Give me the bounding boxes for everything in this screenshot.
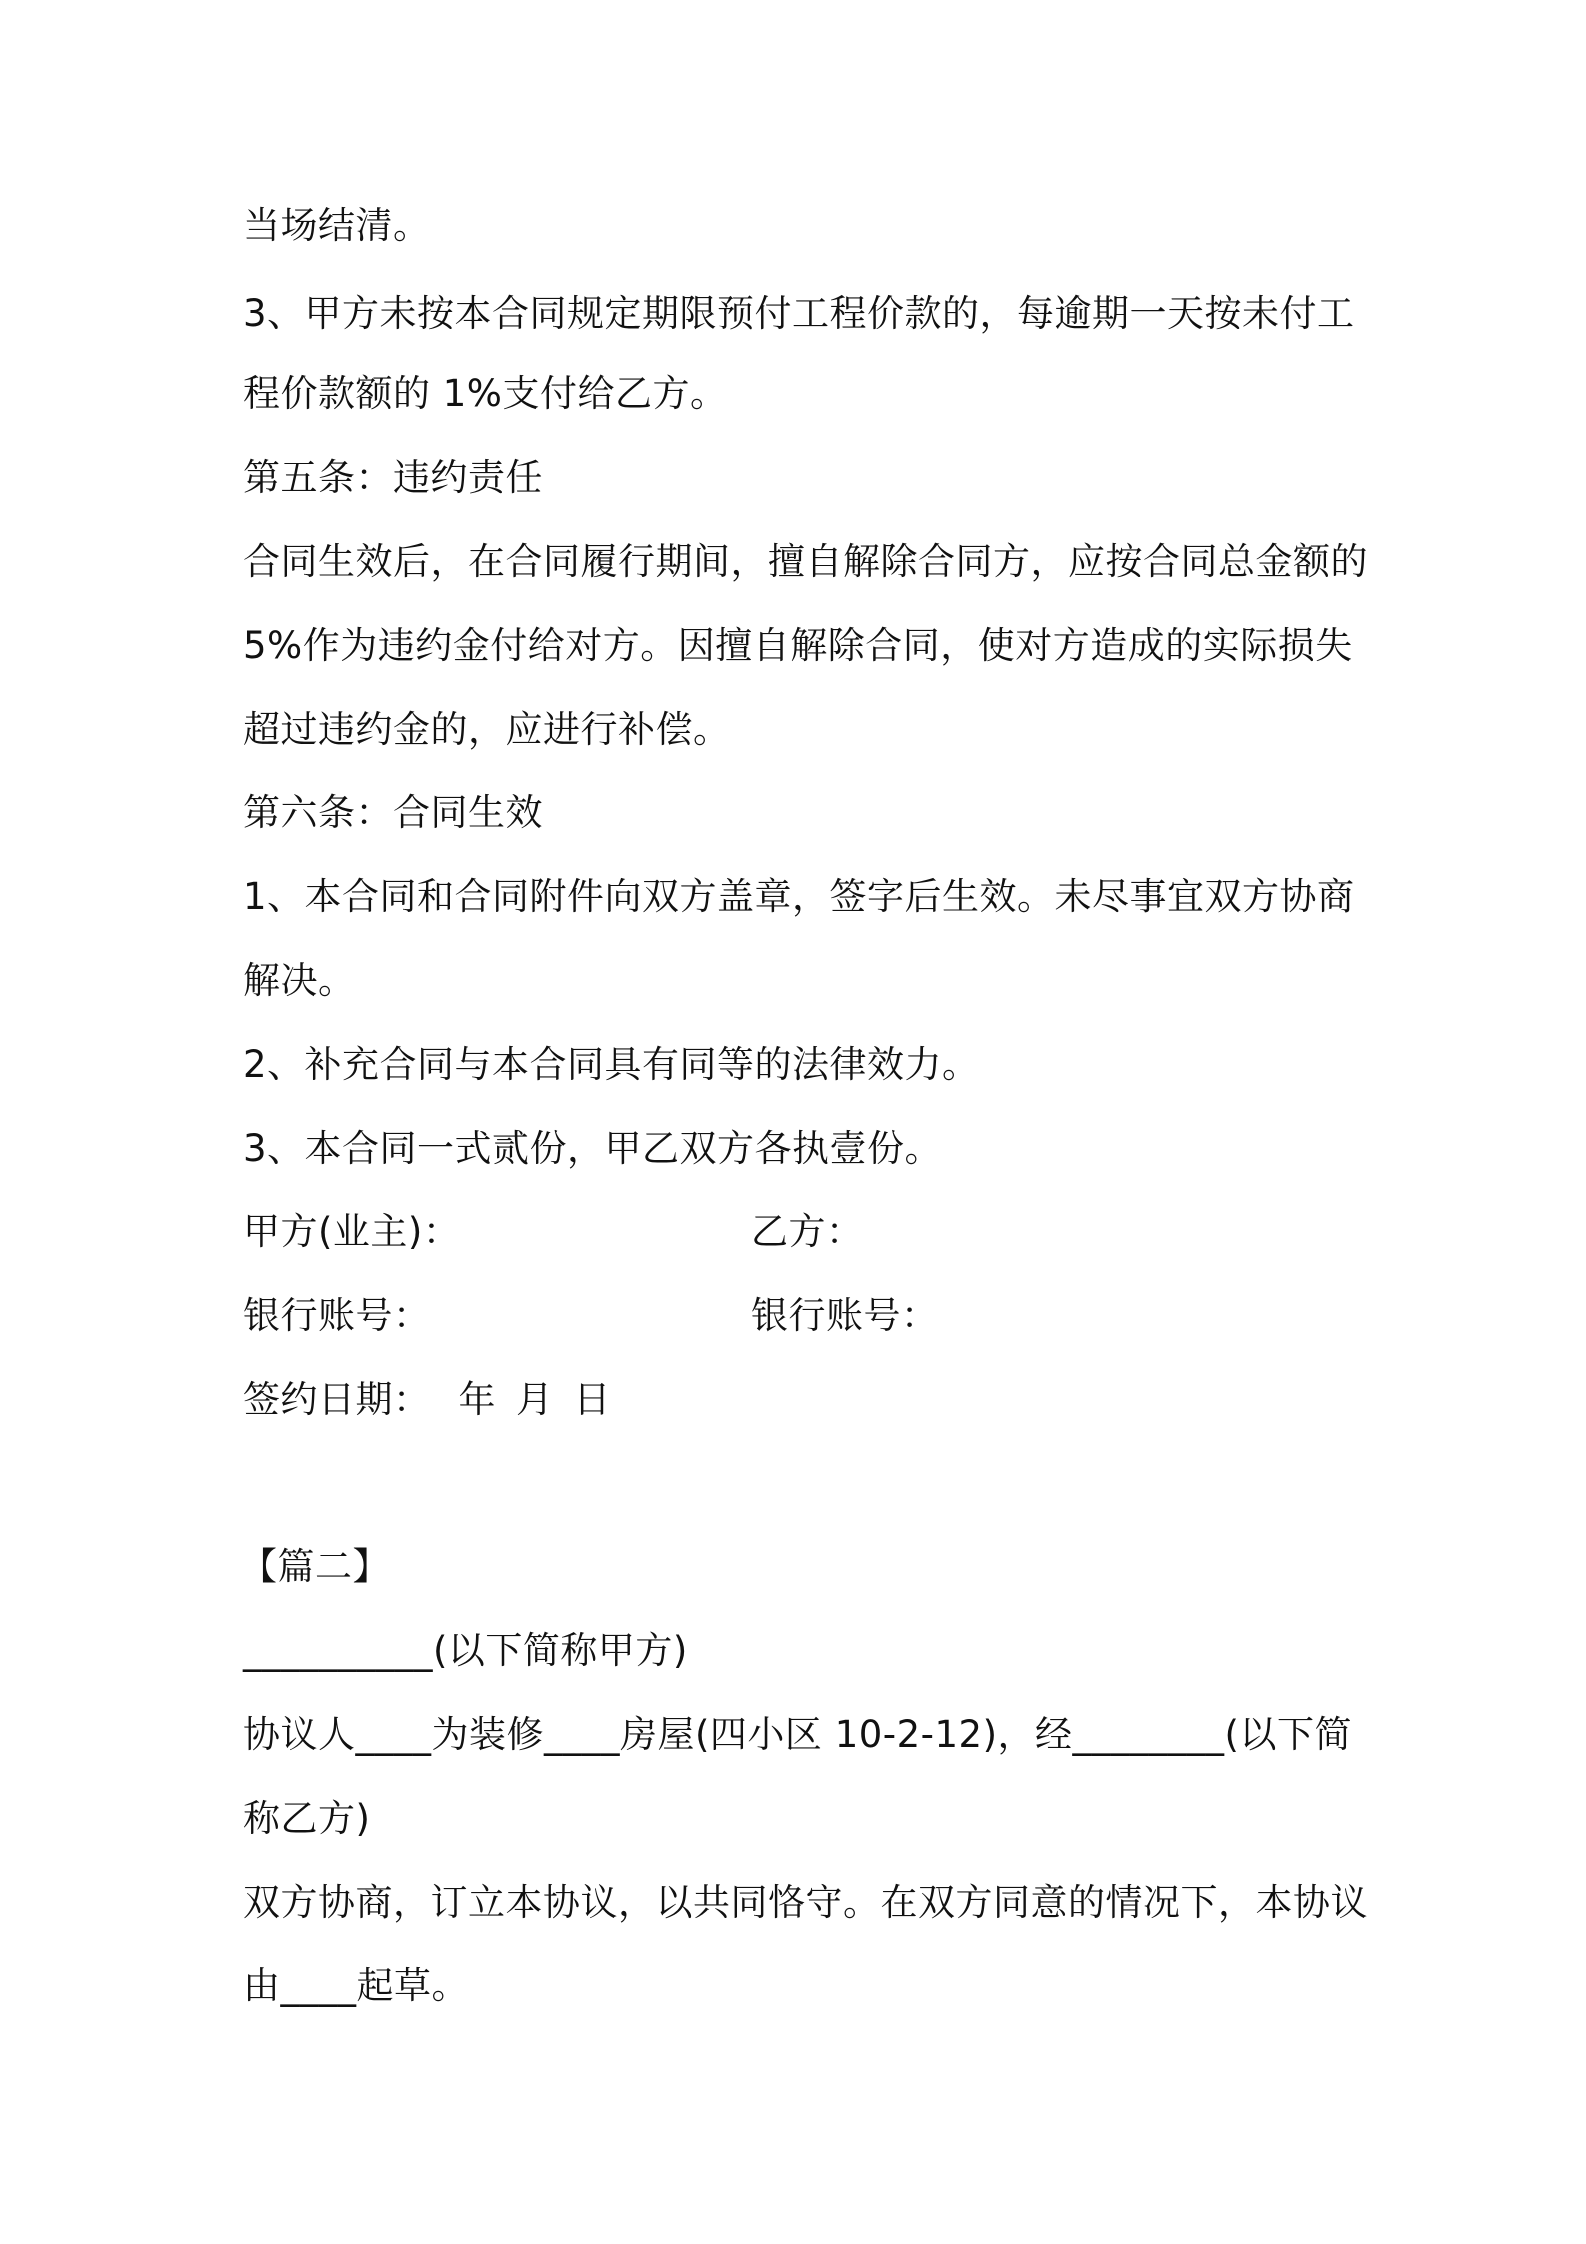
sign-date-label: 签约日期： (243, 1378, 431, 1421)
section-heading: 【篇二】 (240, 1545, 390, 1588)
paragraph-line: 解决。 (243, 959, 356, 1002)
bank-account-b-label: 银行账号： (751, 1294, 939, 1337)
paragraph-line: 5%作为违约金付给对方。因擅自解除合同，使对方造成的实际损失 (243, 624, 1353, 667)
party-b-label: 乙方： (751, 1210, 864, 1253)
paragraph-line: 合同生效后，在合同履行期间，擅自解除合同方，应按合同总金额的 (243, 540, 1368, 583)
paragraph-line: 3、本合同一式贰份，甲乙双方各执壹份。 (243, 1127, 943, 1170)
paragraph-line: 1、本合同和合同附件向双方盖章，签字后生效。未尽事宜双方协商 (243, 875, 1355, 918)
bank-account-a-label: 银行账号： (243, 1294, 431, 1337)
article-heading: 第六条：合同生效 (243, 791, 543, 834)
paragraph-line: 双方协商，订立本协议，以共同恪守。在双方同意的情况下，本协议 (243, 1881, 1368, 1924)
paragraph-line: 2、补充合同与本合同具有同等的法律效力。 (243, 1043, 980, 1086)
signature-row-party (243, 1208, 460, 1256)
paragraph-line: 当场结清。 (243, 204, 431, 247)
year-label: 年 (458, 1378, 496, 1421)
paragraph-line: 程价款额的 1%支付给乙方。 (243, 372, 728, 415)
paragraph-line: 3、甲方未按本合同规定期限预付工程价款的，每逾期一天按未付工 (243, 292, 1355, 335)
article-heading: 第五条：违约责任 (243, 456, 543, 499)
party-a-label: 甲方(业主)： (243, 1210, 461, 1253)
sign-date-row (243, 1376, 611, 1424)
day-label: 日 (573, 1378, 611, 1421)
paragraph-line: __________(以下简称甲方) (243, 1629, 688, 1672)
paragraph-line: 称乙方) (243, 1797, 371, 1840)
month-label: 月 (516, 1378, 554, 1421)
paragraph-line: 由____起草。 (243, 1964, 469, 2007)
paragraph-line: 协议人____为装修____房屋(四小区 10-2-12)，经________(以下简 (243, 1713, 1352, 1756)
paragraph-line: 超过违约金的，应进行补偿。 (243, 708, 731, 751)
